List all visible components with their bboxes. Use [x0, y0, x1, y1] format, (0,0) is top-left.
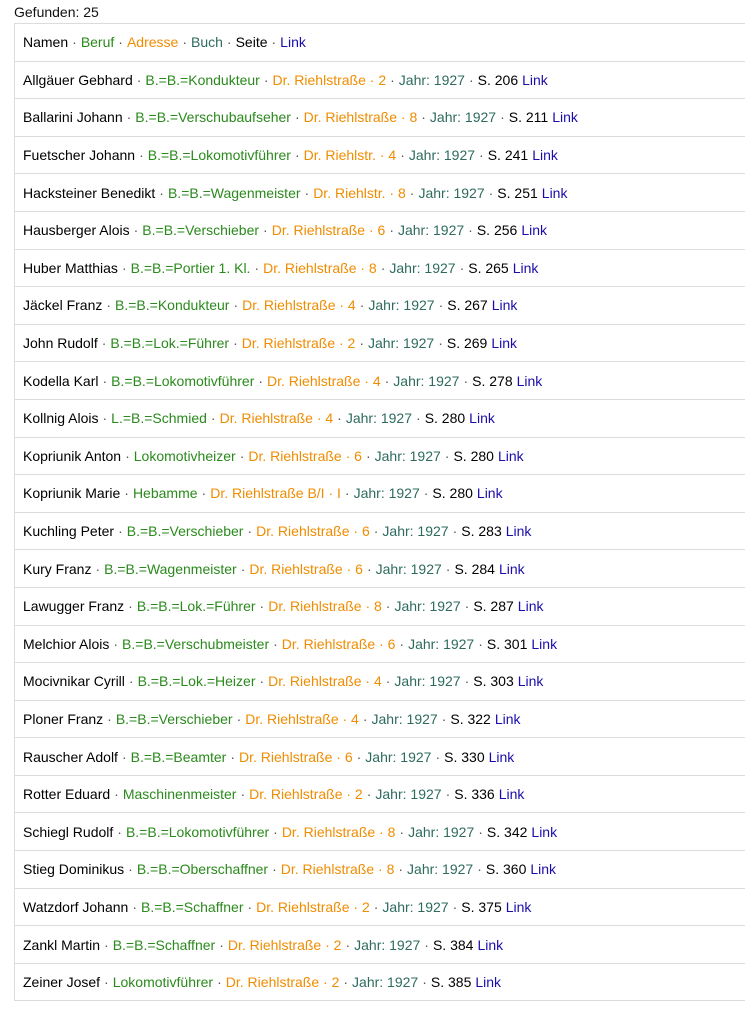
separator: ·: [294, 109, 300, 126]
results-table: [14, 23, 745, 1001]
record-link[interactable]: Link: [521, 222, 547, 239]
person-adresse: Dr. Riehlstraße · 4: [219, 410, 334, 427]
separator: ·: [128, 598, 133, 615]
record-link[interactable]: Link: [469, 410, 495, 427]
separator: ·: [445, 560, 451, 577]
person-adresse: Dr. Riehlstraße · 6: [239, 748, 353, 765]
separator: ·: [399, 635, 405, 652]
separator: ·: [272, 861, 277, 878]
separator: ·: [136, 71, 142, 88]
separator: ·: [101, 335, 107, 352]
record-link[interactable]: Link: [494, 710, 521, 727]
person-name: Kury Franz: [23, 560, 92, 577]
separator: ·: [233, 335, 238, 352]
table-row: [15, 513, 745, 551]
record-link[interactable]: Link: [488, 748, 515, 765]
person-adresse: Dr. Riehlstraße · 8: [268, 598, 382, 615]
person-adresse: Dr. Riehlstraße · 2: [256, 898, 370, 915]
separator: ·: [438, 335, 443, 352]
record-link[interactable]: Link: [497, 447, 524, 464]
person-name: Zankl Martin: [23, 936, 101, 953]
separator: ·: [400, 147, 405, 164]
person-beruf: B.=B.=Beamter: [130, 748, 227, 765]
person-seite: S. 360: [485, 861, 527, 878]
person-beruf: B.=B.=Lok.=Heizer: [137, 673, 256, 690]
person-beruf: B.=B.=Kondukteur: [145, 71, 260, 88]
separator: ·: [247, 523, 253, 540]
person-adresse: Dr. Riehlstraße · 2: [241, 335, 356, 352]
separator: ·: [263, 222, 268, 239]
separator: ·: [463, 372, 469, 389]
separator: ·: [416, 410, 421, 427]
separator: ·: [114, 786, 119, 803]
separator: ·: [385, 598, 391, 615]
person-buch: Jahr: 1927: [354, 936, 421, 953]
separator: ·: [359, 297, 365, 314]
separator: ·: [452, 898, 458, 915]
separator: ·: [118, 523, 123, 540]
person-name: Allgäuer Gebhard: [23, 71, 133, 88]
table-row: [15, 400, 745, 438]
person-name: Hausberger Alois: [23, 222, 130, 239]
separator: ·: [133, 222, 139, 239]
separator: ·: [233, 297, 239, 314]
separator: ·: [359, 335, 365, 352]
person-name: Lawugger Franz: [23, 598, 125, 615]
record-link[interactable]: Link: [532, 147, 558, 164]
separator: ·: [294, 147, 300, 164]
person-name: John Rudolf: [23, 335, 98, 352]
person-beruf: B.=B.=Wagenmeister: [104, 560, 237, 577]
separator: ·: [230, 748, 236, 765]
person-name: Ballarini Johann: [23, 109, 123, 126]
person-name: Watzdorf Johann: [23, 898, 129, 915]
person-adresse: Dr. Riehlstraße · 2: [249, 786, 363, 803]
header-beruf: Beruf: [80, 34, 115, 51]
person-seite: S. 251: [497, 184, 538, 201]
separator: ·: [139, 147, 144, 164]
person-seite: S. 284: [454, 560, 495, 577]
separator: ·: [128, 673, 134, 690]
table-row: [15, 325, 745, 363]
table-row: [15, 475, 745, 513]
separator: ·: [385, 673, 391, 690]
separator: ·: [95, 560, 101, 577]
separator: ·: [273, 635, 278, 652]
separator: ·: [121, 748, 127, 765]
separator: ·: [478, 823, 483, 840]
person-buch: Jahr: 1927: [368, 297, 435, 314]
separator: ·: [479, 147, 484, 164]
person-buch: Jahr: 1927: [375, 786, 442, 803]
table-row: [15, 964, 745, 1002]
person-adresse: Dr. Riehlstraße · 2: [225, 974, 340, 991]
header-adresse: Adresse: [126, 34, 179, 51]
record-link[interactable]: Link: [517, 598, 544, 615]
person-name: Kollnig Alois: [23, 410, 99, 427]
person-buch: Jahr: 1927: [365, 748, 432, 765]
person-adresse: Dr. Riehlstraße · 8: [303, 109, 418, 126]
separator: ·: [159, 184, 164, 201]
person-beruf: B.=B.=Verschubmeister: [122, 635, 270, 652]
person-seite: S. 278: [472, 372, 513, 389]
person-adresse: Dr. Riehlstraße B/I · I: [210, 485, 341, 502]
person-name: Hacksteiner Benedikt: [23, 184, 156, 201]
person-beruf: B.=B.=Verschieber: [126, 523, 244, 540]
person-seite: S. 385: [430, 974, 472, 991]
person-seite: S. 280: [424, 410, 466, 427]
separator: ·: [421, 109, 426, 126]
person-beruf: B.=B.=Verschieber: [142, 222, 260, 239]
table-row: [15, 701, 745, 739]
person-buch: Jahr: 1927: [394, 598, 461, 615]
person-adresse: Dr. Riehlstraße · 6: [256, 523, 370, 540]
separator: ·: [441, 710, 447, 727]
person-seite: S. 336: [454, 786, 495, 803]
separator: ·: [365, 447, 371, 464]
person-beruf: Lokomotivheizer: [133, 447, 236, 464]
person-seite: S. 211: [508, 109, 549, 126]
record-link[interactable]: Link: [505, 898, 532, 915]
header-seite: Seite: [235, 34, 268, 51]
separator: ·: [107, 710, 112, 727]
person-name: Jäckel Franz: [23, 297, 103, 314]
person-beruf: B.=B.=Schaffner: [112, 936, 216, 953]
separator: ·: [423, 485, 429, 502]
person-name: Kuchling Peter: [23, 523, 115, 540]
person-seite: S. 287: [473, 598, 514, 615]
person-buch: Jahr: 1927: [374, 447, 441, 464]
separator: ·: [239, 447, 245, 464]
person-name: Rotter Eduard: [23, 786, 111, 803]
separator: ·: [409, 184, 415, 201]
table-row: [15, 174, 745, 212]
separator: ·: [478, 635, 483, 652]
record-link[interactable]: Link: [530, 861, 557, 878]
separator: ·: [343, 974, 349, 991]
record-link[interactable]: Link: [475, 974, 502, 991]
separator: ·: [337, 410, 342, 427]
separator: ·: [121, 259, 127, 276]
separator: ·: [464, 673, 470, 690]
record-link[interactable]: Link: [512, 259, 539, 276]
separator: ·: [102, 372, 108, 389]
separator: ·: [217, 974, 222, 991]
person-buch: Jahr: 1927: [407, 861, 474, 878]
table-row: [15, 663, 745, 701]
record-link[interactable]: Link: [498, 786, 525, 803]
person-buch: Jahr: 1927: [397, 222, 465, 239]
separator: ·: [438, 297, 444, 314]
separator: ·: [240, 786, 246, 803]
person-adresse: Dr. Riehlstraße · 4: [268, 673, 382, 690]
separator: ·: [488, 184, 494, 201]
record-link[interactable]: Link: [531, 823, 558, 840]
table-row: [15, 62, 745, 100]
person-buch: Jahr: 1927: [375, 560, 442, 577]
separator: ·: [373, 898, 379, 915]
person-beruf: Lokomotivführer: [112, 974, 214, 991]
separator: ·: [468, 222, 473, 239]
separator: ·: [273, 823, 278, 840]
header-row: [15, 24, 745, 62]
record-link[interactable]: Link: [491, 335, 518, 352]
separator: ·: [118, 34, 123, 51]
separator: ·: [362, 710, 368, 727]
separator: ·: [240, 560, 246, 577]
separator: ·: [444, 447, 450, 464]
separator: ·: [126, 109, 132, 126]
separator: ·: [345, 936, 351, 953]
person-name: Fuetscher Johann: [23, 147, 136, 164]
separator: ·: [226, 34, 232, 51]
person-name: Zeiner Josef: [23, 974, 101, 991]
person-beruf: B.=B.=Lokomotivführer: [125, 823, 270, 840]
separator: ·: [452, 523, 458, 540]
person-beruf: B.=B.=Kondukteur: [115, 297, 230, 314]
person-adresse: Dr. Riehlstraße · 4: [242, 297, 356, 314]
person-seite: S. 280: [432, 485, 473, 502]
person-name: Mocivnikar Cyrill: [23, 673, 125, 690]
person-beruf: B.=B.=Oberschaffner: [136, 861, 269, 878]
separator: ·: [259, 598, 265, 615]
person-beruf: B.=B.=Verschieber: [115, 710, 233, 727]
table-row: [15, 813, 745, 851]
table-row: [15, 550, 745, 588]
person-adresse: Dr. Riehlstraße · 4: [245, 710, 359, 727]
table-row: [15, 362, 745, 400]
separator: ·: [210, 410, 216, 427]
separator: ·: [373, 523, 379, 540]
record-link[interactable]: Link: [531, 635, 558, 652]
table-row: [15, 99, 745, 137]
separator: ·: [271, 34, 277, 51]
person-adresse: Dr. Riehlstraße · 8: [280, 861, 395, 878]
person-seite: S. 269: [446, 335, 488, 352]
record-link[interactable]: Link: [477, 936, 504, 953]
separator: ·: [344, 485, 350, 502]
person-buch: Jahr: 1927: [394, 673, 461, 690]
person-adresse: Dr. Riehlstraße · 2: [272, 71, 387, 88]
separator: ·: [500, 109, 505, 126]
person-seite: S. 301: [486, 635, 528, 652]
separator: ·: [398, 861, 404, 878]
table-row: [15, 738, 745, 776]
separator: ·: [356, 748, 362, 765]
person-seite: S. 283: [461, 523, 502, 540]
person-beruf: L.=B.=Schmied: [111, 410, 207, 427]
table-row: [15, 626, 745, 664]
separator: ·: [128, 861, 133, 878]
person-adresse: Dr. Riehlstraße · 8: [263, 259, 377, 276]
record-link[interactable]: Link: [517, 673, 544, 690]
record-link[interactable]: Link: [498, 560, 525, 577]
person-adresse: Dr. Riehlstr. · 4: [303, 147, 397, 164]
person-adresse: Dr. Riehlstraße · 6: [249, 560, 363, 577]
separator: ·: [124, 485, 129, 502]
separator: ·: [254, 259, 260, 276]
separator: ·: [258, 372, 264, 389]
person-beruf: Hebamme: [132, 485, 198, 502]
person-buch: Jahr: 1927: [393, 372, 460, 389]
separator: ·: [366, 786, 372, 803]
separator: ·: [106, 297, 112, 314]
table-row: [15, 926, 745, 964]
table-row: [15, 212, 745, 250]
person-buch: Jahr: 1927: [398, 71, 465, 88]
person-adresse: Dr. Riehlstraße · 6: [248, 447, 362, 464]
separator: ·: [384, 372, 390, 389]
person-beruf: B.=B.=Lokomotivführer: [111, 372, 255, 389]
person-beruf: B.=B.=Wagenmeister: [167, 184, 301, 201]
person-seite: S. 256: [476, 222, 518, 239]
person-name: Kopriunik Anton: [23, 447, 122, 464]
separator: ·: [464, 598, 470, 615]
person-seite: S. 206: [477, 71, 519, 88]
separator: ·: [236, 710, 242, 727]
person-name: Schiegl Rudolf: [23, 823, 114, 840]
person-buch: Jahr: 1927: [345, 410, 413, 427]
person-buch: Jahr: 1927: [353, 485, 420, 502]
separator: ·: [201, 485, 207, 502]
table-row: [15, 137, 745, 175]
person-beruf: B.=B.=Lokomotivführer: [147, 147, 291, 164]
separator: ·: [390, 71, 395, 88]
separator: ·: [104, 974, 109, 991]
table-row: [15, 287, 745, 325]
person-name: Melchior Alois: [23, 635, 110, 652]
table-row: [15, 250, 745, 288]
person-seite: S. 303: [473, 673, 514, 690]
person-seite: S. 241: [487, 147, 529, 164]
person-seite: S. 384: [432, 936, 474, 953]
separator: ·: [102, 410, 108, 427]
separator: ·: [132, 898, 137, 915]
person-beruf: Maschinenmeister: [122, 786, 237, 803]
separator: ·: [366, 560, 372, 577]
person-name: Rauscher Adolf: [23, 748, 118, 765]
record-link[interactable]: Link: [552, 109, 578, 126]
person-adresse: Dr. Riehlstraße · 4: [267, 372, 381, 389]
person-buch: Jahr: 1927: [408, 635, 475, 652]
separator: ·: [263, 71, 269, 88]
person-buch: Jahr: 1927: [382, 523, 449, 540]
separator: ·: [259, 673, 265, 690]
separator: ·: [424, 936, 429, 953]
person-name: Huber Matthias: [23, 259, 118, 276]
person-adresse: Dr. Riehlstraße · 2: [227, 936, 342, 953]
record-link[interactable]: Link: [505, 523, 532, 540]
person-seite: S. 375: [461, 898, 502, 915]
person-buch: Jahr: 1927: [389, 259, 456, 276]
person-buch: Jahr: 1927: [368, 335, 435, 352]
separator: ·: [445, 786, 451, 803]
table-row: [15, 851, 745, 889]
person-buch: Jahr: 1927: [418, 184, 485, 201]
person-adresse: Dr. Riehlstr. · 8: [313, 184, 406, 201]
person-buch: Jahr: 1927: [352, 974, 419, 991]
person-name: Kodella Karl: [23, 372, 99, 389]
person-seite: S. 322: [450, 710, 491, 727]
person-seite: S. 280: [453, 447, 494, 464]
separator: ·: [117, 823, 122, 840]
separator: ·: [125, 447, 130, 464]
person-adresse: Dr. Riehlstraße · 6: [271, 222, 386, 239]
person-beruf: B.=B.=Lok.=Führer: [110, 335, 230, 352]
separator: ·: [477, 861, 482, 878]
person-buch: Jahr: 1927: [408, 147, 476, 164]
table-row: [15, 776, 745, 814]
separator: ·: [182, 34, 187, 51]
separator: ·: [219, 936, 224, 953]
separator: ·: [399, 823, 405, 840]
separator: ·: [380, 259, 386, 276]
person-buch: Jahr: 1927: [408, 823, 475, 840]
header-namen: Namen: [23, 34, 69, 51]
record-link[interactable]: Link: [522, 71, 548, 88]
person-name: Stieg Dominikus: [23, 861, 125, 878]
separator: ·: [389, 222, 394, 239]
separator: ·: [468, 71, 474, 88]
separator: ·: [113, 635, 119, 652]
header-link[interactable]: Link: [280, 34, 306, 51]
table-row: [15, 588, 745, 626]
person-adresse: Dr. Riehlstraße · 8: [281, 823, 396, 840]
person-adresse: Dr. Riehlstraße · 6: [281, 635, 396, 652]
person-beruf: B.=B.=Lok.=Führer: [136, 598, 256, 615]
separator: ·: [247, 898, 253, 915]
separator: ·: [459, 259, 465, 276]
person-seite: S. 265: [468, 259, 509, 276]
person-beruf: B.=B.=Portier 1. Kl.: [130, 259, 251, 276]
result-count: Gefunden: 25: [14, 4, 99, 20]
person-name: Kopriunik Marie: [23, 485, 121, 502]
record-link[interactable]: Link: [516, 372, 543, 389]
separator: ·: [304, 184, 310, 201]
person-buch: Jahr: 1927: [429, 109, 497, 126]
separator: ·: [422, 974, 427, 991]
table-row: [15, 438, 745, 476]
separator: ·: [435, 748, 441, 765]
person-buch: Jahr: 1927: [371, 710, 438, 727]
person-seite: S. 330: [444, 748, 485, 765]
person-buch: Jahr: 1927: [382, 898, 449, 915]
person-beruf: B.=B.=Verschubaufseher: [135, 109, 291, 126]
record-link[interactable]: Link: [491, 297, 518, 314]
person-beruf: B.=B.=Schaffner: [141, 898, 244, 915]
separator: ·: [104, 936, 109, 953]
person-name: Ploner Franz: [23, 710, 104, 727]
person-seite: S. 342: [486, 823, 528, 840]
separator: ·: [72, 34, 77, 51]
table-row: [15, 889, 745, 927]
record-link[interactable]: Link: [541, 184, 568, 201]
person-seite: S. 267: [447, 297, 488, 314]
header-buch: Buch: [190, 34, 223, 51]
record-link[interactable]: Link: [476, 485, 503, 502]
